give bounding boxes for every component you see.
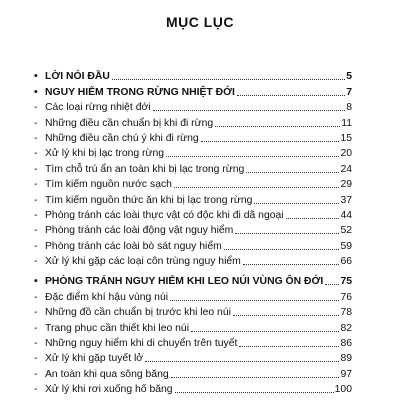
- dot-leader: [145, 361, 339, 362]
- toc-item-row: [34, 99, 352, 114]
- toc-page-number: 75: [340, 276, 352, 288]
- toc-page-number: 44: [340, 209, 352, 221]
- dash-icon: -: [34, 194, 38, 206]
- toc-item-row: [34, 207, 352, 222]
- toc-item-row: [34, 288, 352, 303]
- toc-entry-title: Xử lý khi rơi xuống hố băng: [45, 384, 173, 396]
- toc-page-number: 15: [340, 132, 352, 144]
- dot-leader: [239, 346, 339, 347]
- toc-entry-title: NGUY HIỂM TRONG RỪNG NHIỆT ĐỚI: [45, 86, 235, 98]
- dash-icon: -: [34, 209, 38, 221]
- dash-icon: -: [34, 338, 38, 350]
- toc-page-number: 59: [340, 240, 352, 252]
- toc-entry-title: PHÒNG TRÁNH NGUY HIỂM KHI LEO NÚI VÙNG ÔN ĐỚI: [45, 276, 324, 288]
- toc-item-row: [34, 304, 352, 319]
- dash-icon: -: [34, 163, 38, 175]
- dot-leader: [191, 331, 339, 332]
- toc-section-row: [34, 273, 352, 288]
- dot-leader: [215, 126, 340, 127]
- page-title: MỤC LỤC: [165, 14, 235, 30]
- toc-page-number: 82: [340, 322, 352, 334]
- toc-section-row: [34, 83, 352, 98]
- toc-entry-title: Phòng tránh các loài thực vật có độc khi đi dã ngoại: [45, 209, 284, 221]
- toc-item-row: [34, 191, 352, 206]
- toc-item-row: [34, 253, 352, 268]
- dash-icon: -: [34, 132, 38, 144]
- dot-leader: [237, 95, 345, 96]
- toc-item-row: [34, 350, 352, 365]
- dot-leader: [254, 203, 339, 204]
- dash-icon: -: [34, 322, 38, 334]
- dot-leader: [235, 233, 339, 234]
- dot-leader: [201, 141, 340, 142]
- toc-item-row: [34, 237, 352, 252]
- toc-entry-title: Phòng tránh các loài bò sát nguy hiểm: [45, 240, 222, 252]
- toc-entry-title: Đặc điểm khí hậu vùng núi: [45, 291, 169, 303]
- toc-page-number: 37: [340, 194, 352, 206]
- toc-page-number: 11: [341, 117, 352, 129]
- toc-entry-title: Tìm kiếm nguồn thức ăn khi bị lạc trong rừng: [45, 194, 253, 206]
- dash-icon: -: [34, 240, 38, 252]
- table-of-contents: [34, 68, 352, 396]
- dash-icon: -: [34, 225, 38, 237]
- toc-page-number: 24: [340, 163, 352, 175]
- toc-page-number: 89: [340, 353, 352, 365]
- dot-leader: [112, 79, 345, 80]
- bullet-icon: •: [34, 86, 38, 98]
- dot-leader: [246, 172, 339, 173]
- toc-entry-title: Tìm chỗ trú ẩn an toàn khi bị lạc trong rừng: [45, 163, 245, 175]
- dot-leader: [171, 377, 340, 378]
- dash-icon: -: [34, 384, 38, 396]
- toc-entry-title: An toàn khi qua sông băng: [45, 368, 169, 380]
- toc-item-row: [34, 335, 352, 350]
- bullet-icon: •: [34, 71, 38, 83]
- toc-page-number: 7: [346, 86, 352, 98]
- toc-page-number: 66: [340, 256, 352, 268]
- toc-page-number: 100: [334, 384, 352, 396]
- toc-entry-title: Xử lý khi gặp các loại côn trùng nguy hiểm: [45, 256, 241, 268]
- toc-item-row: [34, 160, 352, 175]
- dot-leader: [286, 218, 340, 219]
- toc-page-number: 97: [340, 368, 352, 380]
- toc-section-row: [34, 68, 352, 83]
- toc-item-row: [34, 176, 352, 191]
- dash-icon: -: [34, 256, 38, 268]
- toc-entry-title: Phòng tránh các loài động vật nguy hiểm: [45, 225, 234, 237]
- toc-item-row: [34, 130, 352, 145]
- dash-icon: -: [34, 368, 38, 380]
- toc-entry-title: Những điều cần chú ý khi đi rừng: [45, 132, 199, 144]
- bullet-icon: •: [34, 276, 38, 288]
- toc-entry-title: Xử lý khi bị lạc trong rừng: [45, 148, 165, 160]
- toc-page-number: 29: [340, 179, 352, 191]
- toc-item-row: [34, 365, 352, 380]
- toc-item-row: [34, 114, 352, 129]
- dash-icon: -: [34, 307, 38, 319]
- toc-page-number: 20: [340, 148, 352, 160]
- dot-leader: [325, 284, 339, 285]
- toc-item-row: [34, 319, 352, 334]
- dot-leader: [243, 264, 340, 265]
- toc-entry-title: Xử lý khi gặp tuyết lở: [45, 353, 144, 365]
- toc-entry-title: Những điều cần chuẩn bị khi đi rừng: [45, 117, 214, 129]
- dot-leader: [233, 315, 340, 316]
- dot-leader: [174, 187, 339, 188]
- dash-icon: -: [34, 291, 38, 303]
- dot-leader: [153, 110, 346, 111]
- toc-page-number: 8: [346, 102, 352, 114]
- toc-page-number: 86: [340, 338, 352, 350]
- dash-icon: -: [34, 148, 38, 160]
- toc-entry-title: LỜI NÓI ĐẦU: [45, 71, 110, 83]
- toc-entry-title: Tìm kiếm nguồn nước sạch: [45, 179, 172, 191]
- toc-entry-title: Những đồ cần chuẩn bị trước khi leo núi: [45, 307, 231, 319]
- toc-entry-title: Trang phục cần thiết khi leo núi: [45, 322, 190, 334]
- dot-leader: [175, 392, 334, 393]
- toc-entry-title: Các loại rừng nhiệt đới: [45, 102, 151, 114]
- dash-icon: -: [34, 117, 38, 129]
- toc-page-number: 78: [340, 307, 352, 319]
- toc-item-row: [34, 145, 352, 160]
- dash-icon: -: [34, 179, 38, 191]
- toc-page-number: 5: [346, 71, 352, 83]
- dash-icon: -: [34, 102, 38, 114]
- dot-leader: [170, 300, 339, 301]
- toc-entry-title: Những nguy hiểm khi di chuyển trên tuyết: [45, 338, 238, 350]
- toc-page-number: 76: [340, 291, 352, 303]
- dash-icon: -: [34, 353, 38, 365]
- toc-item-row: [34, 222, 352, 237]
- dot-leader: [166, 156, 339, 157]
- dot-leader: [224, 249, 340, 250]
- toc-item-row: [34, 381, 352, 396]
- toc-page-number: 52: [340, 225, 352, 237]
